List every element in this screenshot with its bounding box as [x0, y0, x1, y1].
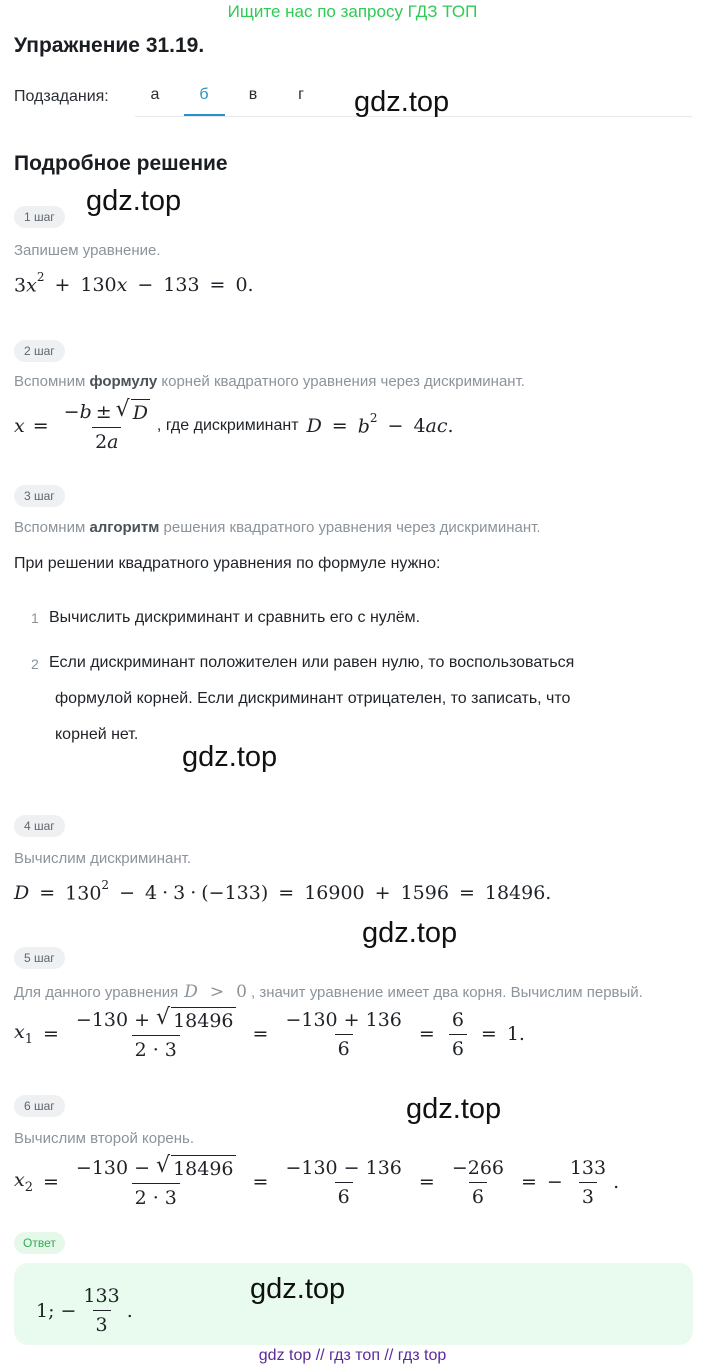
step-3-badge: 3 шаг — [14, 485, 65, 507]
step-4-hint: Вычислим дискриминант. — [14, 850, 191, 867]
answer-badge: Ответ — [14, 1232, 65, 1254]
list-item: Вычислить дискриминант и сравнить его с нулём. — [49, 609, 421, 626]
active-tab-indicator — [184, 114, 225, 116]
step-4-equation: D = $130^2$ − 4 · 3 · (−133) = 16900 + 1596 = 18496. — [14, 878, 552, 905]
step-5-hint: Для данного уравнения D > 0 , значит уравнение имеет два корня. Вычислим первый. — [14, 982, 643, 1002]
watermark: gdz.top — [182, 741, 278, 773]
solution-heading: Подробное решение — [14, 152, 228, 175]
list-item-continued: корней нет. — [55, 726, 139, 743]
step-1-equation: $3x^2$ + 130x − 133 = 0. — [14, 270, 254, 297]
footer-links[interactable]: gdz top // гдз топ // гдз top — [258, 1347, 447, 1364]
list-number: 1 — [31, 610, 39, 626]
step-6-badge: 6 шаг — [14, 1095, 65, 1117]
step-1-badge: 1 шаг — [14, 206, 65, 228]
tab-a[interactable]: а — [150, 86, 160, 103]
step-5-badge: 5 шаг — [14, 947, 65, 969]
tab-b[interactable]: б — [199, 86, 209, 103]
step-3-intro: При решении квадратного уравнения по формуле нужно: — [14, 555, 441, 572]
list-number: 2 — [31, 656, 39, 672]
page-title: Упражнение 31.19. — [14, 34, 205, 57]
watermark: gdz.top — [86, 185, 182, 217]
step-1-hint: Запишем уравнение. — [14, 242, 161, 259]
step-6-equation: $x_2$ = −130 − √ 18496 2 · 3 = $\frac{-130 - 136}{6}$ = $\frac{-266}{6}$ = − $\frac{133}{3}$ . — [14, 1153, 620, 1209]
subtasks-label: Подзадания: — [14, 88, 109, 105]
list-item: Если дискриминант положителен или равен нулю, то воспользоваться — [49, 654, 575, 671]
tab-v[interactable]: в — [248, 86, 258, 103]
step-2-formula: x = − b ± √ D 2a , где дискриминант D = $b^2$ − 4ac. — [14, 397, 454, 453]
step-3-hint: Вспомним алгоритм решения квадратного уравнения через дискриминант. — [14, 519, 541, 536]
step-5-equation: $x_1$ = −130 + √ 18496 2 · 3 = $\frac{-130 + 136}{6}$ = $\frac{6}{6}$ = 1. — [14, 1005, 525, 1061]
watermark: gdz.top — [406, 1093, 502, 1125]
watermark: gdz.top — [354, 86, 450, 118]
step-6-hint: Вычислим второй корень. — [14, 1130, 195, 1147]
root-formula-fraction: − b ± √ D 2a — [63, 397, 148, 453]
tab-g[interactable]: г — [298, 86, 304, 103]
step-2-hint: Вспомним формулу корней квадратного уравнения через дискриминант. — [14, 373, 525, 390]
step-2-badge: 2 шаг — [14, 340, 65, 362]
watermark: gdz.top — [250, 1273, 346, 1305]
step-4-badge: 4 шаг — [14, 815, 65, 837]
answer-value: 1; − $\frac{133}{3}$ . — [36, 1285, 133, 1336]
list-item-continued: формулой корней. Если дискриминант отрицателен, то записать, что — [55, 690, 571, 707]
promo-banner[interactable]: Ищите нас по запросу ГДЗ ТОП — [227, 2, 478, 21]
watermark: gdz.top — [362, 917, 458, 949]
